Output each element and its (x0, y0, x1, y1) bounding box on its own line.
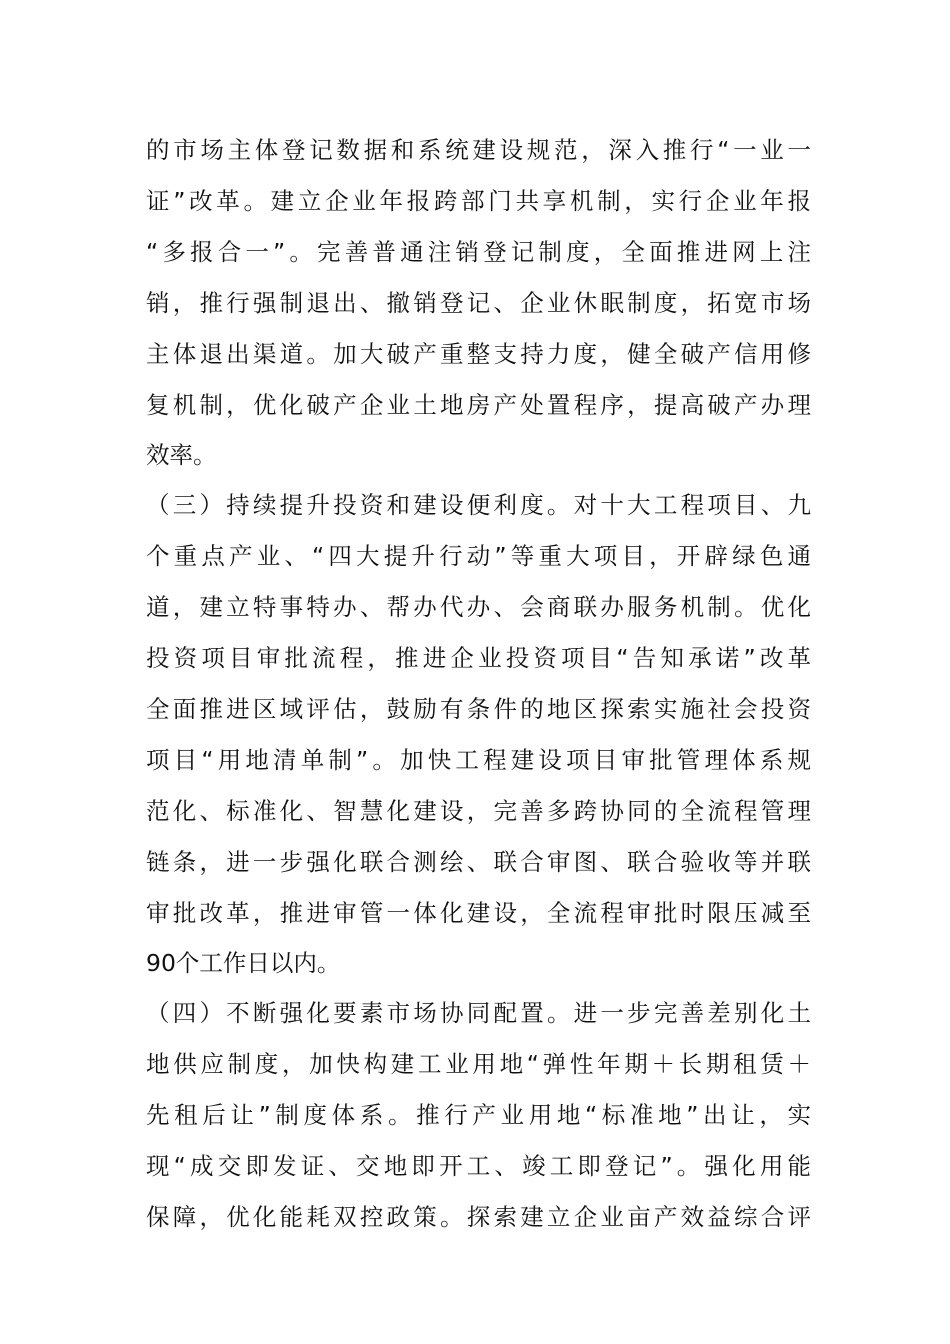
text-line: 项目“用地清单制”。加快工程建设项目审批管理体系规 (146, 746, 811, 774)
text-line: 个重点产业、“四大提升行动”等重大项目，开辟绿色通 (146, 542, 811, 570)
text-line: 效率。 (146, 441, 217, 469)
text-line: 地供应制度，加快构建工业用地“弹性年期＋长期租赁＋ (146, 1050, 811, 1078)
text-line: 主体退出渠道。加大破产重整支持力度，健全破产信用修 (146, 340, 811, 368)
text-line: 范化、标准化、智慧化建设，完善多跨协同的全流程管理 (146, 797, 811, 825)
text-line: “多报合一”。完善普通注销登记制度，全面推进网上注 (146, 238, 811, 266)
text-line: 证”改革。建立企业年报跨部门共享机制，实行企业年报 (146, 187, 811, 215)
text-line: 销，推行强制退出、撤销登记、企业休眠制度，拓宽市场 (146, 289, 811, 317)
text-line: 现“成交即发证、交地即开工、竣工即登记”。强化用能 (146, 1152, 811, 1180)
text-line: 道，建立特事特办、帮办代办、会商联办服务机制。优化 (146, 593, 811, 621)
text-line: 审批改革，推进审管一体化建设，全流程审批时限压减至 (146, 899, 811, 927)
text-line: 复机制，优化破产企业土地房产处置程序，提高破产办理 (146, 391, 811, 419)
text-line: 全面推进区域评估，鼓励有条件的地区探索实施社会投资 (146, 695, 811, 723)
section-heading-line: （三）持续提升投资和建设便利度。对十大工程项目、九 (146, 491, 811, 519)
text-line: 链条，进一步强化联合测绘、联合审图、联合验收等并联 (146, 848, 811, 876)
text-line: 保障，优化能耗双控政策。探索建立企业亩产效益综合评 (146, 1203, 811, 1231)
text-line: 90个工作日以内。 (146, 949, 341, 977)
text-line: 的市场主体登记数据和系统建设规范，深入推行“一业一 (146, 136, 811, 164)
text-line: 投资项目审批流程，推进企业投资项目“告知承诺”改革 (146, 644, 811, 672)
section-heading-line: （四）不断强化要素市场协同配置。进一步完善差别化土 (146, 999, 811, 1027)
text-line: 先租后让”制度体系。推行产业用地“标准地”出让，实 (146, 1101, 811, 1129)
